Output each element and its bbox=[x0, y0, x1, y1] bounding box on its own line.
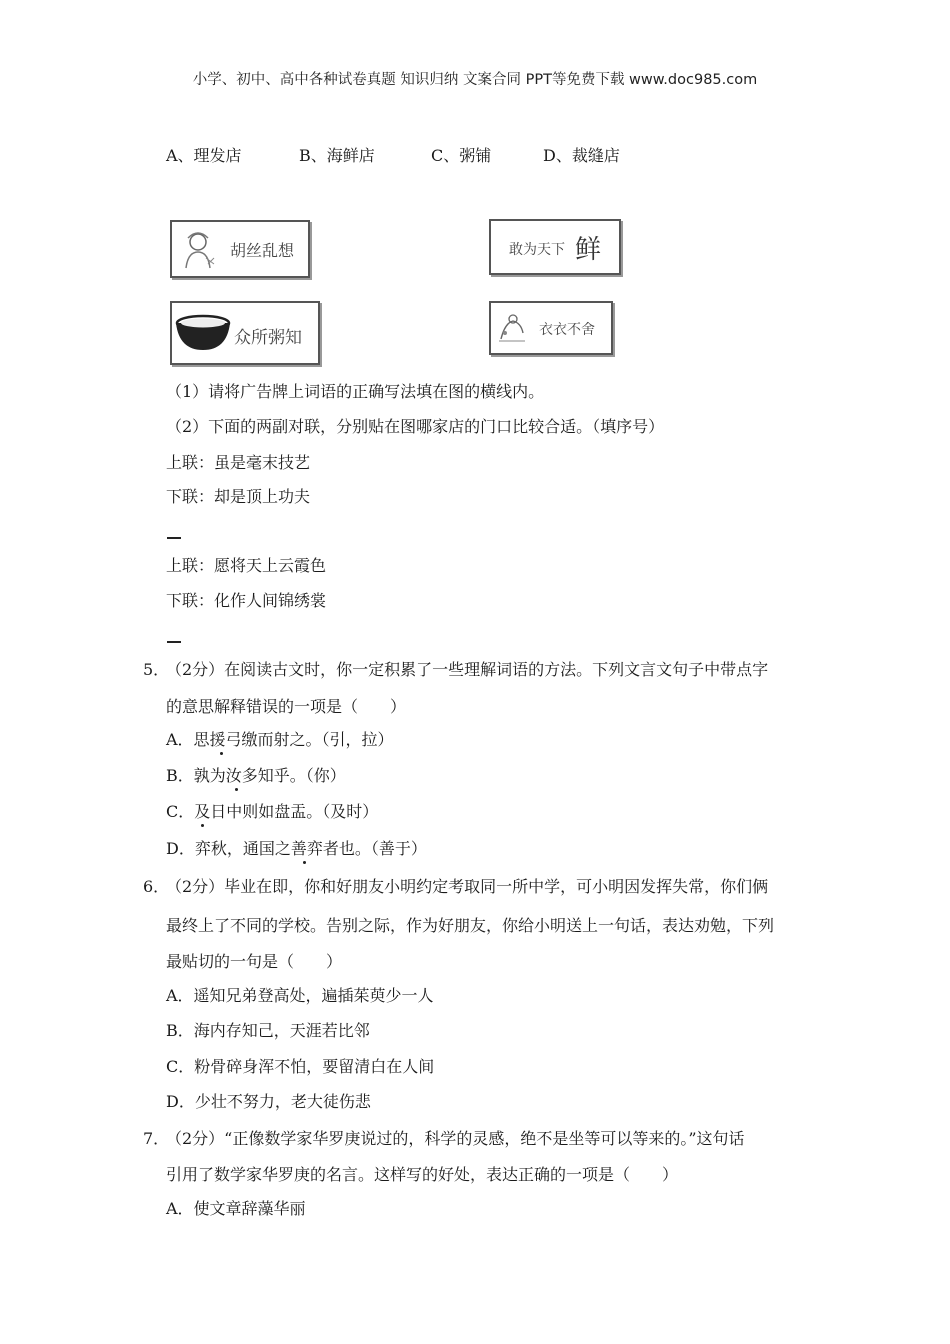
emphasis-dot-c bbox=[201, 824, 204, 827]
emphasis-dot-a bbox=[220, 752, 223, 755]
couplet1-down: 下联：却是顶上功夫 bbox=[166, 487, 311, 506]
q5-option-c: C．及日中则如盘盂。（及时） bbox=[166, 802, 379, 821]
q6-line3: 最贴切的一句是（ ） bbox=[166, 952, 343, 971]
q6-line2: 最终上了不同的学校。告别之际，作为好朋友，你给小明送上一句话，表达劝勉，下列 bbox=[166, 916, 775, 935]
emphasis-dot-b bbox=[235, 788, 238, 791]
bowl-icon bbox=[174, 313, 232, 353]
couplet2-up: 上联：愿将天上云霞色 bbox=[166, 556, 327, 575]
tailor-figure-icon bbox=[495, 311, 529, 345]
couplet2-down: 下联：化作人间锦绣裳 bbox=[166, 591, 327, 610]
q4-option-c: C、粥铺 bbox=[431, 146, 492, 165]
sign-porridge-text: 众所粥知 bbox=[234, 328, 302, 348]
q4-sub1: （1）请将广告牌上词语的正确写法填在图的横线内。 bbox=[166, 382, 545, 401]
q5-option-b: B．孰为汝多知乎。（你） bbox=[166, 766, 346, 785]
answer-blank-2 bbox=[167, 641, 181, 643]
q7-number: 7． bbox=[143, 1129, 170, 1148]
q7-option-a: A．使文章辞藻华丽 bbox=[166, 1199, 306, 1218]
q4-sub2: （2）下面的两副对联，分别贴在图哪家店的门口比较合适。（填序号） bbox=[166, 417, 665, 436]
q4-option-b: B、海鲜店 bbox=[299, 146, 375, 165]
q5-option-a: A．思援弓缴而射之。（引，拉） bbox=[166, 730, 394, 749]
barber-figure-icon bbox=[178, 228, 218, 270]
sign-porridge bbox=[170, 301, 320, 365]
sign-tailor bbox=[489, 301, 613, 355]
q6-option-a: A．遥知兄弟登高处，遍插茱萸少一人 bbox=[166, 986, 434, 1005]
q4-option-d: D、裁缝店 bbox=[543, 146, 620, 165]
q7-line1: （2分）“正像数学家华罗庚说过的，科学的灵感，绝不是坐等可以等来的。”这句话 bbox=[166, 1129, 745, 1148]
q5-number: 5． bbox=[143, 660, 170, 679]
sign-seafood-text: 敢为天下 bbox=[509, 242, 565, 258]
q5-option-d: D．弈秋，通国之善弈者也。（善于） bbox=[166, 839, 427, 858]
sign-seafood-big-char: 鲜 bbox=[575, 235, 602, 265]
sign-barber bbox=[170, 220, 310, 278]
sign-seafood bbox=[489, 219, 621, 275]
q7-line2: 引用了数学家华罗庚的名言。这样写的好处，表达正确的一项是（ ） bbox=[166, 1165, 679, 1184]
sign-tailor-text: 衣衣不舍 bbox=[539, 322, 595, 338]
q5-line2: 的意思解释错误的一项是（ ） bbox=[166, 697, 407, 716]
q4-option-a: A、理发店 bbox=[166, 146, 242, 165]
q5-line1: （2分）在阅读古文时，你一定积累了一些理解词语的方法。下列文言文句子中带点字 bbox=[166, 660, 769, 679]
sign-barber-text: 胡丝乱想 bbox=[230, 241, 295, 260]
page-header: 小学、初中、高中各种试卷真题 知识归纳 文案合同 PPT等免费下载 www.doc985.com bbox=[192, 72, 758, 88]
couplet1-up: 上联：虽是毫末技艺 bbox=[166, 453, 311, 472]
q6-number: 6． bbox=[143, 877, 170, 896]
q6-option-b: B．海内存知己，天涯若比邻 bbox=[166, 1021, 370, 1040]
q6-option-d: D．少壮不努力，老大徒伤悲 bbox=[166, 1092, 371, 1111]
emphasis-dot-d bbox=[303, 861, 306, 864]
q6-line1: （2分）毕业在即，你和好朋友小明约定考取同一所中学，可小明因发挥失常，你们俩 bbox=[166, 877, 769, 896]
answer-blank-1 bbox=[167, 537, 181, 539]
q6-option-c: C．粉骨碎身浑不怕，要留清白在人间 bbox=[166, 1057, 435, 1076]
